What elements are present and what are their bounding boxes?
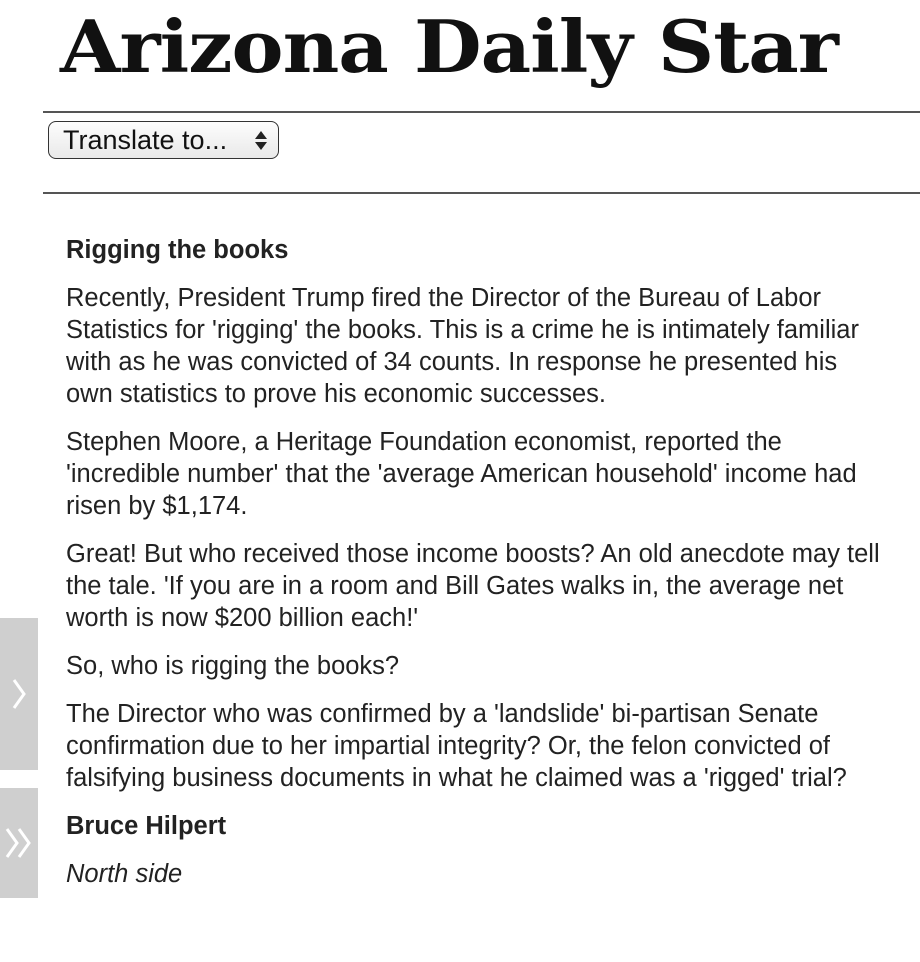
article-paragraph: So, who is rigging the books? — [66, 652, 400, 680]
translate-select-label: Translate to... — [63, 124, 228, 155]
translate-select[interactable] — [48, 121, 279, 159]
double-chevron-right-icon — [4, 823, 34, 863]
header-top-rule — [43, 111, 920, 113]
article-paragraph: Recently, President Trump fired the Director of the Bureau of Labor Statistics for 'rigging' the books. This is a crime he is intimately familiar with as he was convicted of 34 counts. In response he presented his own statistics to prove his economic successes. — [66, 284, 859, 408]
article-author: Bruce Hilpert — [66, 812, 227, 840]
article-paragraph: The Director who was confirmed by a 'landslide' bi-partisan Senate confirmation due to her impartial integrity? Or, the felon convicted of falsifying business documents in what he claimed was a 'rigged' trial? — [66, 700, 847, 792]
article-paragraph: Great! But who received those income boosts? An old anecdote may tell the tale. 'If you are in a room and Bill Gates walks in, the average net worth is now $200 billion each!' — [66, 540, 880, 632]
last-page-tab[interactable] — [0, 788, 38, 898]
article-headline: Rigging the books — [66, 236, 289, 264]
masthead-logo: Arizona Daily Star — [60, 5, 838, 90]
select-arrows-icon — [254, 127, 268, 153]
article-location: North side — [66, 860, 183, 888]
article-paragraph: Stephen Moore, a Heritage Foundation economist, reported the 'incredible number' that the 'average American household' income had risen by $1,174. — [66, 428, 857, 520]
next-page-tab[interactable] — [0, 618, 38, 770]
chevron-right-icon — [10, 674, 28, 714]
letter-article — [66, 234, 886, 890]
header-bottom-rule — [43, 192, 920, 194]
